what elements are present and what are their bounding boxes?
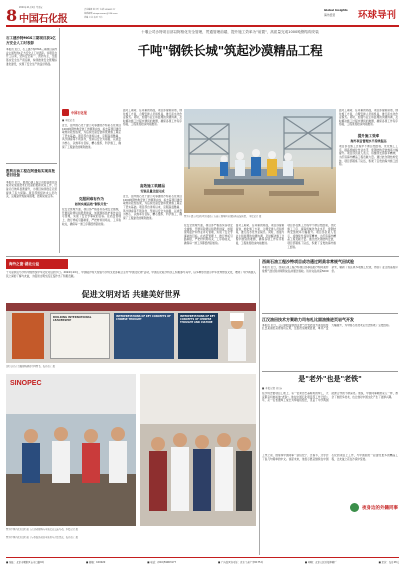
event-photo-left [6, 374, 136, 526]
footer-printer: ■ 印刷：北京人民日报印刷厂 [304, 561, 337, 564]
sub-label: 中国石化报 [71, 111, 87, 115]
right-column [262, 259, 398, 555]
corner-logo-title: 夜身边的外籍同事 [362, 505, 398, 511]
footer-price: ■ 定价：每月28元 [378, 561, 399, 564]
lead-bottom-text-c: 项目部在施工过程中不断总结经验，优化施工工序，提高机械化作业水平，使钢结构安装效率大幅提升。项目部负责人表示，将继续发扬铁军精神，为打造海外精品工程贡献力量。通过此次钢结构安装，项目部锻炼了队伍，积累了宝贵的海外施工经验。 [287, 224, 337, 249]
left-item2-title: 胜利石油工程在阿曼钻实现首批老旧设备 [6, 168, 55, 178]
book-cover-3: INTERPRETATIONS OF KEY CONCEPTS OF CHINESE THOUGHT [114, 313, 174, 359]
lead-photo [184, 109, 336, 213]
right-column-divider [259, 259, 260, 555]
footer-phone: ■ 电话：(010)59963177 [147, 561, 177, 564]
footer [6, 560, 399, 570]
lead-subhead-2: 高效施工筑精品 [139, 184, 166, 188]
column-divider [59, 28, 60, 253]
right-item1-title: 西南石油工程沙特项目成功通过阿美非常规气田试验 [262, 259, 354, 264]
lead-subhead-2b: 安装总量全面完成 [140, 188, 165, 193]
lead-intro: 十堰公司沙特项目部以阿格化安全管理，贯通管理前端，提升施工效率为"前置"，高质量完成1000吨钢结构安装 [141, 30, 319, 34]
paper-name: 中国石化报 [19, 14, 68, 25]
book-fair-photo [6, 303, 256, 363]
right-item1-text: 本报讯 近日，西南石油工程沙特项目部承钻的沙特阿美非常规气田试验井顺利完钻并通过验收。该井完钻井深5000余米，刷新了该区块多项施工纪录，得到了业主的高度评价。 [262, 266, 398, 273]
footer-address: ■ 地址：北京市朝阳区吉市口路9号 [6, 561, 45, 564]
lead-subhead-1b: 如何实现高效"钢铁开发" [74, 201, 109, 206]
right-divider-1 [262, 313, 398, 314]
lead-photo-caption: 图为十建公司沙特项目部员工在施工现场检查钢结构安装质量。 本报记者 摄 [184, 215, 262, 218]
culture-caption-2: 图为中国石化驻沙特员工在活动现场与当地民众交流互动。本报记者 摄 [6, 528, 78, 531]
lead-story [62, 30, 398, 59]
construction-photo-image [184, 109, 336, 213]
section-title: 环球导刊 [358, 10, 397, 21]
left-item1-text: 本报讯 近日，石工建沙特MGS三期项目获得业主颁发的1亿方安全人工时表彰。该项目自开工以来，坚持安全第一、预防为主，全面落实安全生产责任制，持续推进安全管理标准化建设，实现了安全生产的良好局面。 [6, 48, 57, 66]
right-item2-text: 本报讯 近日，江汉油田提供的页岩气开发技术方案在阿布扎比某油田获得成功应用，压裂改造效果显著，单井产量大幅提升，为中国石化技术走出去积累了宝贵经验。 [262, 323, 392, 331]
culture-intro: 十月是我们与沙特中国传统中华文化对话的节日。2024年10月，中国驻沙特大使馆与沙特文化部联合主办"中国文化周"活动，中国石化驻沙特员工积极参与其中，以多种形式展示中华优秀传统文化，增进了中沙两国人民之间的了解与友谊，为促进文明交流互鉴作出了积极贡献。 [6, 271, 256, 278]
lead-bottom-text [184, 224, 336, 254]
date-line: 2024年11月1日 星期五 [19, 6, 43, 9]
lead-bottom-text-b: 面对工期紧、任务重的局面，项目部提前谋划，细化施工方案，合理安排人员和机具，推行流水化作业模式。同时，加强与业主和监理的沟通协调，及时解决施工过程中遇到的难题，确保各项工作有序衔接，工程进度稳步向前推进。 [235, 224, 285, 245]
footer-postcode: ■ 邮编：100020 [85, 561, 106, 564]
masthead-rule [6, 25, 399, 27]
event-photo-right [140, 374, 256, 526]
feature-byline: ■ 本报记者 刘 涛 [262, 387, 282, 390]
book-cover-1 [12, 313, 44, 359]
left-item1-title: 石工建沙特MGS三期项目获1亿方安全人工时表彰 [6, 36, 56, 45]
left-item2-text: 本报讯 近日，胜利石油工程公司阿曼项目部成功完成首批老旧设备的更新改造工作，设备运行效率显著提升，为项目持续稳定运营提供了有力保障。项目部组织技术人员攻关，克服备件短缺等困难，按期完成任务。 [6, 180, 57, 199]
contact-line-1: 责任编辑 陈小叶 电话 59963177 [84, 9, 116, 11]
lead-right-sub: 海外项目管理水平持续提高 [350, 138, 387, 143]
lead-col1-text-more: 在安全管理方面，项目部严格落实各项安全措施，开展风险辨识和隐患排查，加强现场监护和作业许可管理，实现了安全零事故的目标。在质量管理上，推行样板引路制度，严把材料进场关、工序验收关，确保每一道工序都经得起检验。 [62, 208, 121, 226]
lead-col2-text-more: 近日，由中国石化十建公司承建的沙特某石化项目1000吨钢结构安装工作顺利完成，标志着项目建设取得阶段性成果，为后续设备安装和管道施工奠定了坚实基础。项目部自进场以来，克服高温酷暑、风沙肆虐等不利条件，坚持以安全为前提、以质量为核心、以效率为目标，精心组织、科学施工，确保了工程建设的顺利推进。 [123, 195, 182, 220]
group-photo-image [140, 374, 256, 526]
footer-rule [6, 557, 399, 558]
lead-right-text: 项目部在施工过程中不断总结经验，优化施工工序，提高机械化作业水平，使钢结构安装效率大幅提升。项目部负责人表示，将继续发扬铁军精神，为打造海外精品工程贡献力量。通过此次钢结构安装，项目部锻炼了队伍，积累了宝贵的海外施工经验。 [339, 145, 398, 167]
contact-line-2: 投稿邮箱 sinopecnews@126.com [84, 13, 118, 15]
page-number: 8 [6, 6, 18, 25]
footer-license: ■ 广告经营许可证：京东工商广字0175号 [218, 561, 263, 564]
feature-text-2: 工作之余，他常和中国同事一起包饺子、过春节，还学会了说几句简单的中文。谈起未来，他表示愿意继续在中国石化的项目上工作，与中国朋友一起建设更多的精品工程，让友谊之花在沙漠中绽放。 [262, 454, 398, 461]
reader-figure [222, 311, 252, 361]
lead-col1 [62, 109, 121, 254]
section-en: Global Insights [324, 8, 348, 12]
book-cover-4: INTERPRETATIONS OF KEY CONCEPTS OF CHINESE THOUGHT AND CULTURE [178, 313, 218, 359]
globe-icon [350, 503, 359, 512]
lead-col2 [123, 109, 182, 254]
culture-feature [6, 259, 256, 549]
feature-title: 是"老外"也是"老铁" [298, 375, 362, 383]
culture-banner: 海外之窗·湖北公益 [6, 259, 68, 269]
paper-logo-icon [62, 109, 69, 116]
right-item2-title: 江汉油田技术方案助力司布札比固油推进页岩气开发 [262, 316, 354, 322]
book-cover-2: BUILDING INTERNATIONAL LEADERSHIP [50, 313, 110, 359]
lead-right-intro: 面对工期紧、任务重的局面，项目部提前谋划，细化施工方案，合理安排人员和机具，推行流水化作业模式。同时，加强与业主和监理的沟通协调，及时解决施工过程中遇到的难题，确保各项工作有序衔接，工程进度稳步向前推进。 [339, 109, 398, 127]
lead-headline: 千吨"钢铁长城"筑起沙漠精品工程 [137, 42, 323, 58]
feature-text-1: 在沙特吉赞项目工地上，有一位来自巴基斯坦的焊工，大家都亲切地叫他"老铁"。他在中国石化项目部工作已经八年，从一名普通焊工成长为焊接班组长，见证了中沙两国能源合作的不断深化。他说，中国同事就像家人一样，教会了他很多技术，也让他对中国文化产生了浓厚兴趣。 [262, 392, 398, 403]
lead-col1-text: 近日，由中国石化十建公司承建的沙特某石化项目1000吨钢结构安装工作顺利完成，标志着项目建设取得阶段性成果，为后续设备安装和管道施工奠定了坚实基础。项目部自进场以来，克服高温酷暑、风沙肆虐等不利条件，坚持以安全为前提、以质量为核心、以效率为目标，精心组织、科学施工，确保了工程建设的顺利推进。 [62, 124, 121, 149]
contact-line-3: 美编 李涛 校对 王伟 [84, 17, 103, 19]
lead-bottom-text-a: 在安全管理方面，项目部严格落实各项安全措施，开展风险辨识和隐患排查，加强现场监护和作业许可管理，实现了安全零事故的目标。在质量管理上，推行样板引路制度，严把材料进场关、工序验收关，确保每一道工序都经得起检验。 [184, 224, 233, 245]
lead-subhead-1: 克服困难有作为 [78, 197, 105, 201]
section-cn-small: 海外经营 [324, 13, 336, 17]
section-rule [6, 256, 399, 257]
lead-byline: ■ 本报记者 [62, 119, 75, 122]
sinopec-logo: SINOPEC [10, 380, 42, 387]
culture-headline: 促进文明对话 共建美好世界 [81, 290, 181, 299]
masthead [6, 5, 399, 25]
culture-caption-3: 图为中国石化驻沙特员工与参加活动的当地青年合影留念。海外员工 摄 [6, 536, 78, 539]
corner-logo [262, 503, 398, 512]
left-divider [6, 163, 57, 164]
culture-caption-1: 沙特读者在书展现场翻阅中国图书。海外员工 摄 [6, 365, 55, 368]
right-divider-2 [262, 371, 398, 372]
lead-right-title: 提升施工效率 [357, 134, 380, 138]
event-booth-image [6, 374, 136, 526]
lead-col2-text: 面对工期紧、任务重的局面，项目部提前谋划，细化施工方案，合理安排人员和机具，推行流水化作业模式。同时，加强与业主和监理的沟通协调，及时解决施工过程中遇到的难题，确保各项工作有序衔接，工程进度稳步向前推进。 [123, 109, 182, 127]
lead-col-right [339, 109, 398, 254]
